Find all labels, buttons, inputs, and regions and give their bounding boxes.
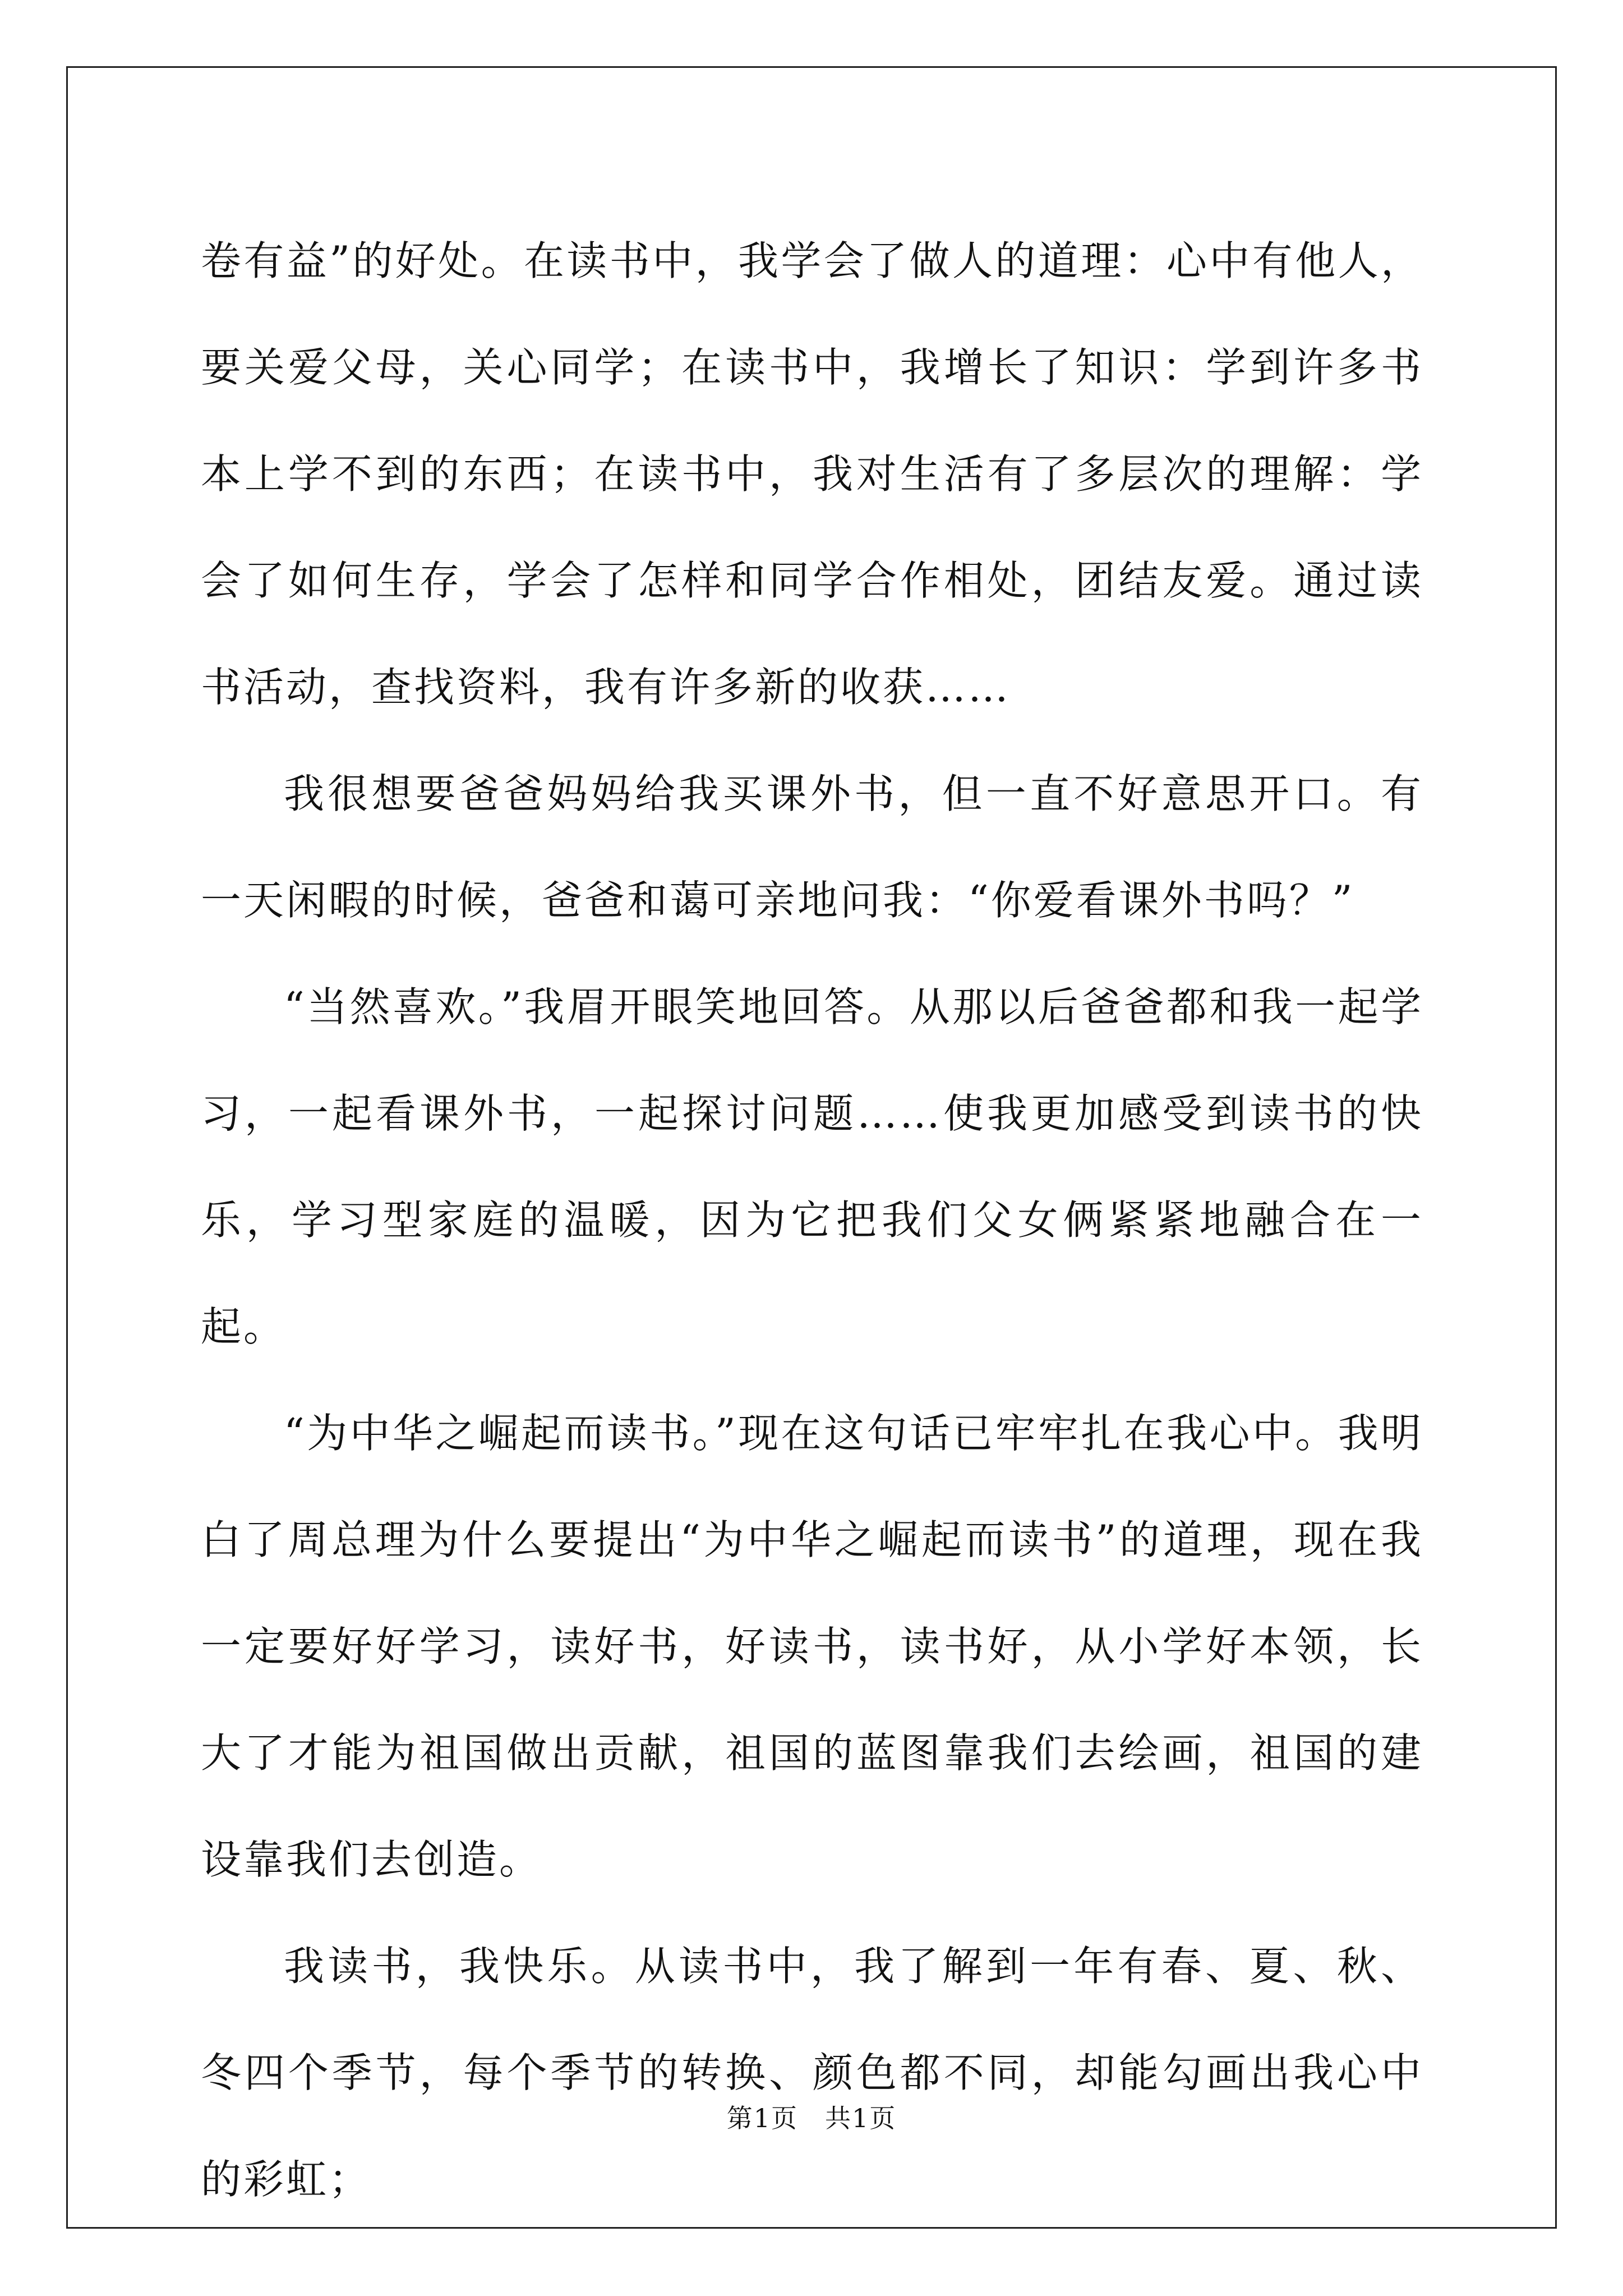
paragraph-zhonghua: “为中华之崛起而读书。”现在这句话已牢牢扎在我心中。我明白了周总理为什么要提出“为中华之崛起而读书”的道理，现在我一定要好好学习，读好书，好读书，读书好，从小学好本领，长大了才能为祖国做出贡献，祖国的蓝图靠我们去绘画，祖国的建设靠我们去创造。: [201, 1410, 1423, 1883]
paragraph-reply: “当然喜欢。”我眉开眼笑地回答。从那以后爸爸都和我一起学习，一起看课外书，一起探讨问题……使我更加感受到读书的快乐，学习型家庭的温暖，因为它把我们父女俩紧紧地融合在一起。: [201, 983, 1423, 1350]
document-body: [201, 208, 1423, 2233]
paragraph-continuation: 卷有益”的好处。在读书中，我学会了做人的道理：心中有他人，要关爱父母，关心同学；在读书中，我增长了知识：学到许多书本上学不到的东西；在读书中，我对生活有了多层次的理解：学会了如何生存，学会了怎样和同学合作相处，团结友爱。通过读书活动，查找资料，我有许多新的收获……: [201, 237, 1423, 711]
paragraph-reading-joy: 我读书，我快乐。从读书中，我了解到一年有春、夏、秋、冬四个季节，每个季节的转换、颜色都不同，却能勾画出我心中的彩虹；: [201, 1943, 1423, 2203]
paragraph-want-books: 我很想要爸爸妈妈给我买课外书，但一直不好意思开口。有一天闲暇的时候，爸爸和蔼可亲地问我：“你爱看课外书吗？”: [201, 770, 1423, 924]
page-footer: 第1页 共1页: [726, 2103, 897, 2133]
